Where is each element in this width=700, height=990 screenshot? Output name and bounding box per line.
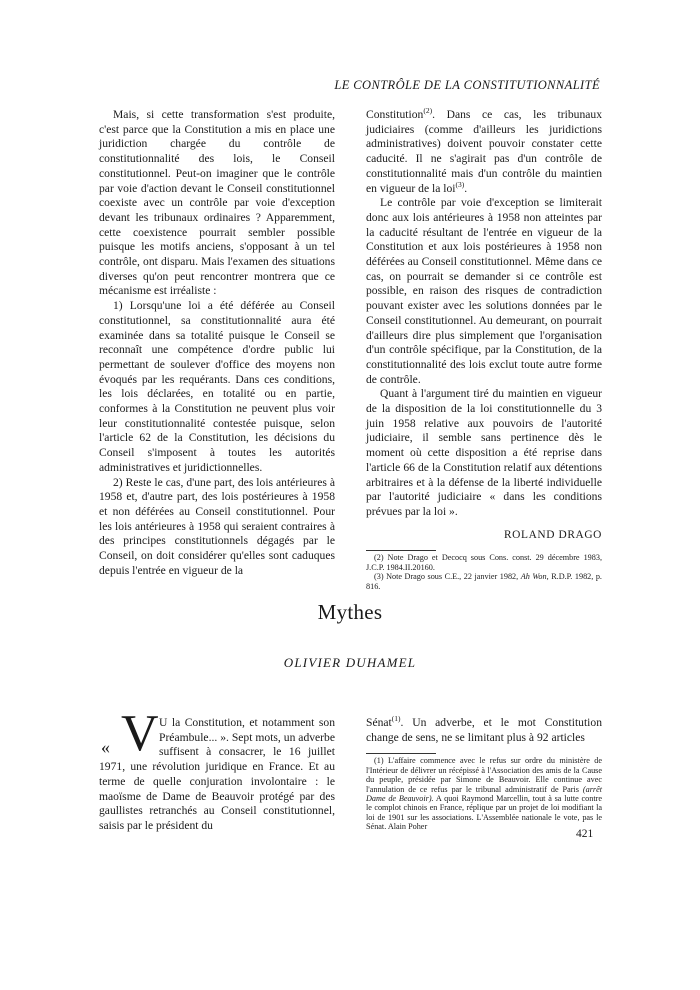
drop-cap: V xyxy=(121,705,159,762)
text-run: (1) L'affaire commence avec le refus sur ordre du ministère de l'Intérieur de délivrer un récépissé à l'Association des amis de la Cause du peuple, présidée par Simone de Beauvoir. Elle continue avec l'annulation de ce refus par le tribunal administratif de Paris xyxy=(366,756,602,794)
running-title: LE CONTRÔLE DE LA CONSTITUTIONNALITÉ xyxy=(334,78,600,92)
author-signature: ROLAND DRAGO xyxy=(503,528,602,541)
opening-guillemet: « xyxy=(101,737,110,757)
text-run-italic: (arrêt Dame de Beauvoir). xyxy=(366,784,602,804)
text-run-italic: Ah Won, xyxy=(520,572,549,582)
footnotes xyxy=(366,756,602,831)
paragraph: Le contrôle par voie d'exception se limiterait donc aux lois antérieures à 1958 non atteintes par la caducité résultant de l'entrée en vigueur de la Constitution et aux lois postérieures à 1958 non déférées au Conseil constitutionnel. Même dans ce cas, on pourrait se demander si ce contrôle est possible, en raison des risques de contradiction pouvant exister avec les solutions données par le Conseil constitutionnel. Au demeurant, on pourrait d'ailleurs dire plus simplement que l'organisation d'un contrôle spécifique, par la Constitution, de la constitutionnalité des lois exclut toute autre forme de contrôle. xyxy=(366,196,602,386)
paragraph: Mais, si cette transformation s'est produite, c'est parce que la Constitution a mis en place une juridiction chargée du contrôle de constitutionnalité des lois, le Conseil constitutionnel. Peut-on imaginer que le contrôle par voie d'action devant le Conseil constitutionnel coexiste avec un contrôle par voie d'exception devant les tribunaux ordinaires ? Apparemment, cette coexistence pourrait sembler possible puisque les motifs anciens, s'opposant à un tel contrôle, ont disparu. Mais l'examen des situations diverses qu'on peut rencontrer montrera que ce mécanisme est irréaliste : xyxy=(99,108,335,298)
footnote-divider xyxy=(366,753,436,754)
footnote-divider xyxy=(366,550,436,551)
left-column-bottom xyxy=(99,705,335,834)
article-title: Mythes xyxy=(317,600,383,624)
paragraph: 2) Reste le cas, d'une part, des lois antérieures à 1958 et, d'autre part, des lois postérieures à 1958 et non déférées au Conseil constitutionnel. Pour les lois antérieures à 1958 qui seraient contraires à des principes constitutionnels dégagés par le Conseil, on doit considérer qu'elles sont caduques depuis l'entrée en vigueur de la xyxy=(99,475,335,577)
text-run: (3) Note Drago sous C.E., 22 janvier 1982, xyxy=(374,572,521,582)
article-author: OLIVIER DUHAMEL xyxy=(283,655,417,670)
page-number: 421 xyxy=(576,828,594,840)
text-run: Constitution xyxy=(366,108,424,121)
footnote: (2) Note Drago et Decocq sous Cons. const. 29 décembre 1983, J.C.P. 1984.II.20160. xyxy=(366,553,602,572)
right-column-bottom xyxy=(366,716,602,832)
text-run: A quoi Raymond Marcellin, tout à sa lutte contre le complot chinois en France, réplique par un projet de loi modifiant la loi de 1901 sur les associations. L'Assemblée nationale le vote, pas le Sénat. Alain Poher xyxy=(366,794,602,832)
left-column-top xyxy=(99,108,335,579)
paragraph xyxy=(99,705,335,834)
right-column-top xyxy=(366,108,602,591)
footnotes xyxy=(366,553,602,591)
text-run: U la Constitution, et notamment son Préambule... ». Sept mots, un adverbe suffisent à consacrer, le 16 juillet 1971, une révolution juridique en France. Et au terme de quelle conjuration involontaire : le maoïsme de Dame de Beauvoir protégé par des gaullistes retranchés au Conseil constitutionnel, saisis par le président du xyxy=(99,716,335,832)
text-run: R.D.P. 1982, p. 816. xyxy=(366,572,602,591)
text-run: . Un adverbe, et le mot Constitution change de sens, ne se limitant plus à 92 articles xyxy=(366,716,602,744)
dropcap-block xyxy=(99,705,159,762)
paragraph: Quant à l'argument tiré du maintien en vigueur de la disposition de la loi constitutionnelle du 3 juin 1958 relative aux pouvoirs de l'autorité judiciaire, il semble sans pertinence dès le moment où cette disposition a été reprise dans l'article 66 de la Constitution relatif aux détentions arbitraires et à la défense de la liberté individuelle par l'autorité judiciaire « dans les conditions prévues par la loi ». xyxy=(366,387,602,518)
text-run: . Dans ce cas, les tribunaux judiciaires (comme d'ailleurs les juridictions administratives) doivent pouvoir constater cette caducité. Il ne s'agirait pas d'un contrôle de constitutionnalité mais d'un contrôle du maintien en vigueur de la loi xyxy=(366,108,602,195)
footnote-ref: (3) xyxy=(455,179,465,189)
paragraph xyxy=(366,108,602,196)
footnote-ref: (2) xyxy=(423,106,433,116)
text-run: Sénat xyxy=(366,716,392,729)
paragraph: 1) Lorsqu'une loi a été déférée au Conseil constitutionnel, sa constitutionnalité aura été examinée dans sa totalité puisque le Conseil se reconnaît une compétence d'ordre public lui permettant de soulever d'office des moyens non évoqués par les requérants. Dans ces conditions, les lois déclarées, en totalité ou en partie, conformes à la Constitution ne peuvent plus voir leur constitutionnalité contestée puisque, selon l'article 62 de la Constitution, les décisions du Conseil s'imposent à toutes les autorités administratives et juridictionnelles. xyxy=(99,299,335,474)
paragraph xyxy=(366,716,602,745)
text-run: . xyxy=(464,181,468,195)
footnote-ref: (1) xyxy=(391,714,401,724)
footnote xyxy=(366,572,602,591)
footnote xyxy=(366,756,602,831)
